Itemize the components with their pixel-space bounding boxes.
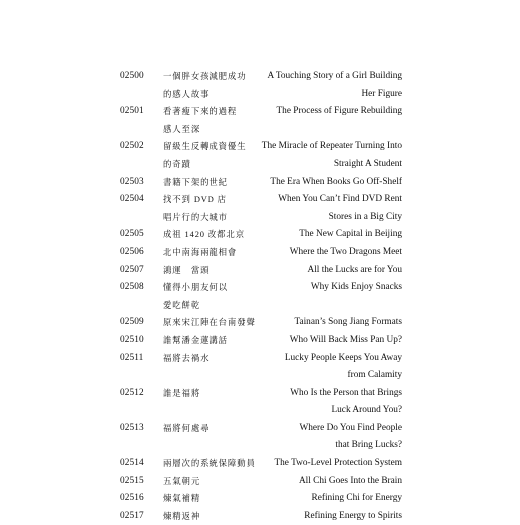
entry-line [120,455,402,473]
entry-chinese-title: 鴻運 當頭 [163,265,210,275]
entry-english-title: The Two-Level Protection System [274,458,402,469]
entry-chinese-title: 福將何處尋 [163,423,210,433]
entry-02505 [120,226,402,244]
entry-english-title: All Chi Goes Into the Brain [298,475,402,486]
entry-chinese-title: 兩層次的系統保障動員 [163,459,256,469]
entry-line [120,473,402,491]
entry-english-title: that Bring Lucks? [335,440,402,451]
entry-line [120,279,402,297]
entry-02512 [120,385,402,420]
entry-code: 02513 [120,422,144,433]
entry-line [120,332,402,350]
entry-chinese-title: 成祖 1420 改都北京 [163,230,245,240]
entry-code: 02517 [120,510,144,521]
entry-02501 [120,103,402,138]
entry-chinese-title: 誰是福將 [163,388,201,398]
entry-line [120,226,402,244]
entry-english-title: Where Do You Find People [299,422,402,433]
entry-code: 02510 [120,334,144,345]
entry-line [120,121,402,139]
entry-english-title: The New Capital in Beijing [299,229,402,240]
entry-english-title: A Touching Story of a Girl Building [267,71,402,81]
entry-02513 [120,420,402,455]
entry-code: 02504 [120,194,144,205]
entry-line [120,209,402,227]
entry-02507 [120,262,402,280]
entry-code: 02515 [120,475,144,486]
entry-line [120,262,402,280]
entry-english-title: Tainan’s Song Jiang Formats [294,317,402,328]
entry-line [120,297,402,315]
entry-chinese-title: 懂得小朋友何以 [163,283,228,293]
entry-chinese-title: 唱片行的大城市 [163,212,228,222]
entry-english-title: All the Lucks are for You [307,264,402,275]
entry-chinese-title: 看著瘦下來的過程 [163,107,238,117]
entry-english-title: Who Will Back Miss Pan Up? [289,334,402,345]
entry-02511 [120,350,402,385]
entry-02506 [120,244,402,262]
entry-line [120,244,402,262]
entry-chinese-title: 愛吃餅乾 [163,300,201,310]
entry-chinese-title: 感人至深 [163,124,201,134]
entry-chinese-title: 一個胖女孩減肥成功 [163,72,247,81]
entry-chinese-title: 留級生反轉成資優生 [163,142,247,152]
entry-chinese-title: 的感人故事 [163,89,210,99]
entry-chinese-title: 煉精返神 [163,511,201,521]
entry-english-title: Who Is the Person that Brings [290,387,402,398]
entry-line [120,68,402,86]
entry-english-title: Lucky People Keeps You Away [284,352,402,363]
entry-chinese-title: 找不到 DVD 店 [163,195,227,205]
entry-code: 02502 [120,141,144,152]
entry-line [120,385,402,403]
entry-chinese-title: 北中南海兩龍相會 [163,247,238,257]
entry-english-title: Stores in a Big City [328,211,402,222]
entry-02515 [120,473,402,491]
entry-chinese-title: 誰幫潘金蓮講話 [163,335,228,345]
entry-line [120,191,402,209]
entry-chinese-title: 書籍下架的世紀 [163,177,228,187]
entry-english-title: Her Figure [361,88,402,99]
entry-code: 02506 [120,246,144,257]
entry-02504 [120,191,402,226]
entry-code: 02501 [120,106,144,117]
entry-english-title: Refining Chi for Energy [311,493,402,504]
entry-english-title: from Calamity [347,370,402,381]
entry-code: 02516 [120,493,144,504]
entry-english-title: The Miracle of Repeater Turning Into [261,141,402,152]
entry-line [120,350,402,368]
entry-english-title: Luck Around You? [331,405,402,416]
entry-code: 02508 [120,282,144,293]
entry-english-title: When You Can’t Find DVD Rent [278,194,402,205]
entry-02503 [120,174,402,192]
entry-line [120,490,402,508]
entry-chinese-title: 煉氣補精 [163,494,201,504]
entry-line [120,420,402,438]
entry-code: 02505 [120,229,144,240]
entry-02500 [120,68,402,103]
entry-02517 [120,508,402,525]
entry-line [120,138,402,156]
entry-chinese-title: 五氣朝元 [163,476,201,486]
entry-english-title: Straight A Student [333,158,402,169]
entry-code: 02511 [120,352,144,363]
entry-code: 02500 [120,71,144,81]
entry-chinese-title: 的奇蹟 [163,159,191,169]
entry-chinese-title: 福將去禍水 [163,353,210,363]
entry-english-title: Why Kids Enjoy Snacks [310,282,402,293]
entry-code: 02503 [120,176,144,187]
entry-english-title: Refining Energy to Spirits [304,510,402,521]
entry-line [120,437,402,455]
entry-english-title: Where the Two Dragons Meet [289,246,402,257]
entry-line [120,174,402,192]
entry-02514 [120,455,402,473]
entry-line [120,402,402,420]
entry-line [120,314,402,332]
entry-english-title: The Process of Figure Rebuilding [276,106,402,117]
entry-02510 [120,332,402,350]
entry-line [120,367,402,385]
entry-02502 [120,138,402,173]
entry-code: 02507 [120,264,144,275]
entry-02509 [120,314,402,332]
entry-line [120,86,402,104]
entry-code: 02512 [120,387,144,398]
entry-line [120,508,402,525]
entry-chinese-title: 原來宋江陣在台南發聲 [163,318,256,328]
entry-list [120,68,402,525]
entry-line [120,156,402,174]
entry-line [120,103,402,121]
entry-02508 [120,279,402,314]
entry-english-title: The Era When Books Go Off-Shelf [270,176,402,187]
entry-code: 02509 [120,317,144,328]
entry-code: 02514 [120,458,144,469]
entry-02516 [120,490,402,508]
